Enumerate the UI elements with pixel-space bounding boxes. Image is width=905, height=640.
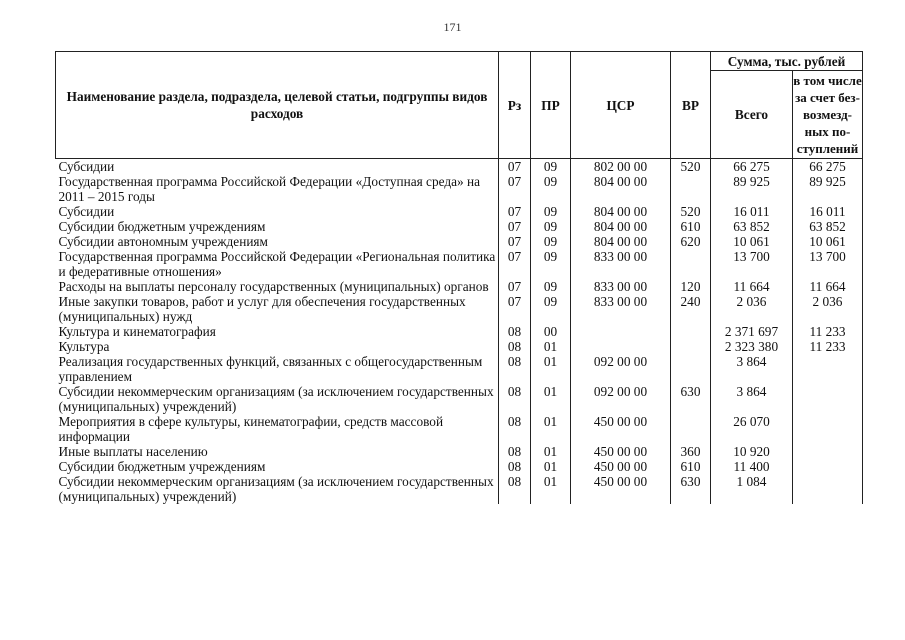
cell-total: 10 061 (711, 234, 793, 249)
cell-vr: 630 (671, 384, 711, 414)
table-row (56, 159, 863, 175)
cell-csr: 833 00 00 (571, 249, 671, 279)
table-row (56, 204, 863, 219)
cell-total: 1 084 (711, 474, 793, 504)
cell-name: Государственная программа Российской Федерации «Региональная политика и федеративные отношения» (58, 249, 496, 279)
cell-rz: 08 (499, 444, 531, 459)
cell-name: Субсидии бюджетным учреждениям (58, 459, 266, 474)
table-row (56, 354, 863, 384)
cell-name: Субсидии (58, 159, 115, 174)
cell-csr: 802 00 00 (571, 159, 671, 175)
cell-gratuitous (793, 354, 863, 384)
cell-total: 11 400 (711, 459, 793, 474)
cell-total: 89 925 (711, 174, 793, 204)
cell-gratuitous: 10 061 (793, 234, 863, 249)
cell-vr: 360 (671, 444, 711, 459)
cell-name: Расходы на выплаты персоналу государственных (муниципальных) органов (58, 279, 489, 294)
cell-vr: 120 (671, 279, 711, 294)
cell-rz: 08 (499, 414, 531, 444)
cell-total: 13 700 (711, 249, 793, 279)
table-row (56, 339, 863, 354)
cell-total: 2 371 697 (711, 324, 793, 339)
cell-vr: 240 (671, 294, 711, 324)
cell-gratuitous (793, 474, 863, 504)
cell-rz: 08 (499, 384, 531, 414)
cell-total: 63 852 (711, 219, 793, 234)
cell-csr: 450 00 00 (571, 414, 671, 444)
table-row (56, 234, 863, 249)
cell-pr: 09 (531, 219, 571, 234)
cell-csr: 804 00 00 (571, 174, 671, 204)
cell-pr: 01 (531, 384, 571, 414)
cell-vr: 620 (671, 234, 711, 249)
cell-csr: 833 00 00 (571, 294, 671, 324)
cell-rz: 07 (499, 219, 531, 234)
header-gratuitous: в том числе за счет без-возмезд-ных по-ступлений (793, 71, 863, 159)
header-rz: Рз (499, 52, 531, 159)
cell-rz: 07 (499, 279, 531, 294)
table-body (56, 159, 863, 505)
cell-pr: 01 (531, 459, 571, 474)
table-row (56, 459, 863, 474)
cell-pr: 09 (531, 204, 571, 219)
header-csr: ЦСР (571, 52, 671, 159)
cell-pr: 01 (531, 414, 571, 444)
cell-rz: 08 (499, 354, 531, 384)
cell-vr: 610 (671, 459, 711, 474)
cell-pr: 09 (531, 279, 571, 294)
cell-pr: 00 (531, 324, 571, 339)
table-row (56, 294, 863, 324)
cell-pr: 01 (531, 339, 571, 354)
cell-total: 2 323 380 (711, 339, 793, 354)
cell-pr: 09 (531, 249, 571, 279)
cell-name: Субсидии некоммерческим организациям (за исключением государственных (муниципальных) учреждений) (58, 384, 494, 414)
header-sum-group: Сумма, тыс. рублей (711, 52, 863, 71)
cell-total: 26 070 (711, 414, 793, 444)
header-name: Наименование раздела, подраздела, целевой статьи, подгруппы видов расходов (56, 52, 499, 159)
cell-vr (671, 339, 711, 354)
cell-csr: 450 00 00 (571, 474, 671, 504)
cell-name: Субсидии некоммерческим организациям (за исключением государственных (муниципальных) учреждений) (58, 474, 494, 504)
cell-vr: 520 (671, 204, 711, 219)
table-row (56, 414, 863, 444)
header-total: Всего (711, 71, 793, 159)
cell-total: 66 275 (711, 159, 793, 175)
cell-csr: 804 00 00 (571, 234, 671, 249)
cell-vr: 610 (671, 219, 711, 234)
table-row (56, 474, 863, 504)
page-number: 171 (443, 20, 462, 34)
cell-csr: 804 00 00 (571, 204, 671, 219)
cell-vr (671, 174, 711, 204)
cell-vr (671, 249, 711, 279)
table-row (56, 174, 863, 204)
cell-total: 16 011 (711, 204, 793, 219)
cell-gratuitous: 2 036 (793, 294, 863, 324)
cell-csr: 092 00 00 (571, 354, 671, 384)
cell-pr: 09 (531, 294, 571, 324)
cell-gratuitous: 13 700 (793, 249, 863, 279)
table-row (56, 219, 863, 234)
cell-gratuitous (793, 414, 863, 444)
cell-total: 2 036 (711, 294, 793, 324)
cell-rz: 07 (499, 174, 531, 204)
cell-csr: 833 00 00 (571, 279, 671, 294)
cell-vr: 520 (671, 159, 711, 175)
cell-pr: 01 (531, 444, 571, 459)
cell-vr (671, 414, 711, 444)
cell-csr: 450 00 00 (571, 459, 671, 474)
cell-gratuitous: 11 664 (793, 279, 863, 294)
cell-vr (671, 324, 711, 339)
cell-csr (571, 339, 671, 354)
cell-gratuitous (793, 459, 863, 474)
cell-name: Субсидии бюджетным учреждениям (58, 219, 266, 234)
cell-gratuitous: 89 925 (793, 174, 863, 204)
cell-name: Субсидии автономным учреждениям (58, 234, 268, 249)
cell-rz: 07 (499, 159, 531, 175)
table-row (56, 279, 863, 294)
cell-vr: 630 (671, 474, 711, 504)
cell-name: Реализация государственных функций, связанных с общегосударственным управлением (58, 354, 483, 384)
table-row (56, 444, 863, 459)
cell-name: Государственная программа Российской Федерации «Доступная среда» на 2011 – 2015 годы (58, 174, 480, 204)
header-row (56, 52, 863, 71)
cell-name: Культура и кинематография (58, 324, 216, 339)
cell-name: Мероприятия в сфере культуры, кинематографии, средств массовой информации (58, 414, 444, 444)
cell-rz: 07 (499, 249, 531, 279)
cell-pr: 09 (531, 234, 571, 249)
cell-total: 10 920 (711, 444, 793, 459)
cell-pr: 01 (531, 474, 571, 504)
cell-csr: 804 00 00 (571, 219, 671, 234)
cell-pr: 09 (531, 174, 571, 204)
cell-vr (671, 354, 711, 384)
cell-name: Культура (58, 339, 110, 354)
cell-name: Иные выплаты населению (58, 444, 208, 459)
cell-total: 11 664 (711, 279, 793, 294)
table-row (56, 324, 863, 339)
cell-rz: 08 (499, 339, 531, 354)
table-row (56, 249, 863, 279)
cell-pr: 01 (531, 354, 571, 384)
cell-gratuitous (793, 384, 863, 414)
cell-csr: 092 00 00 (571, 384, 671, 414)
cell-rz: 07 (499, 204, 531, 219)
cell-rz: 07 (499, 234, 531, 249)
cell-csr (571, 324, 671, 339)
cell-total: 3 864 (711, 384, 793, 414)
cell-csr: 450 00 00 (571, 444, 671, 459)
cell-gratuitous: 63 852 (793, 219, 863, 234)
cell-gratuitous: 66 275 (793, 159, 863, 175)
header-pr: ПР (531, 52, 571, 159)
cell-gratuitous: 11 233 (793, 339, 863, 354)
cell-gratuitous: 16 011 (793, 204, 863, 219)
cell-rz: 08 (499, 474, 531, 504)
cell-name: Иные закупки товаров, работ и услуг для обеспечения государственных (муниципальных) нужд (58, 294, 466, 324)
table-row (56, 384, 863, 414)
header-vr: ВР (671, 52, 711, 159)
cell-total: 3 864 (711, 354, 793, 384)
cell-gratuitous (793, 444, 863, 459)
cell-rz: 08 (499, 459, 531, 474)
cell-pr: 09 (531, 159, 571, 175)
cell-gratuitous: 11 233 (793, 324, 863, 339)
budget-table (55, 51, 863, 504)
cell-rz: 07 (499, 294, 531, 324)
cell-rz: 08 (499, 324, 531, 339)
cell-name: Субсидии (58, 204, 115, 219)
